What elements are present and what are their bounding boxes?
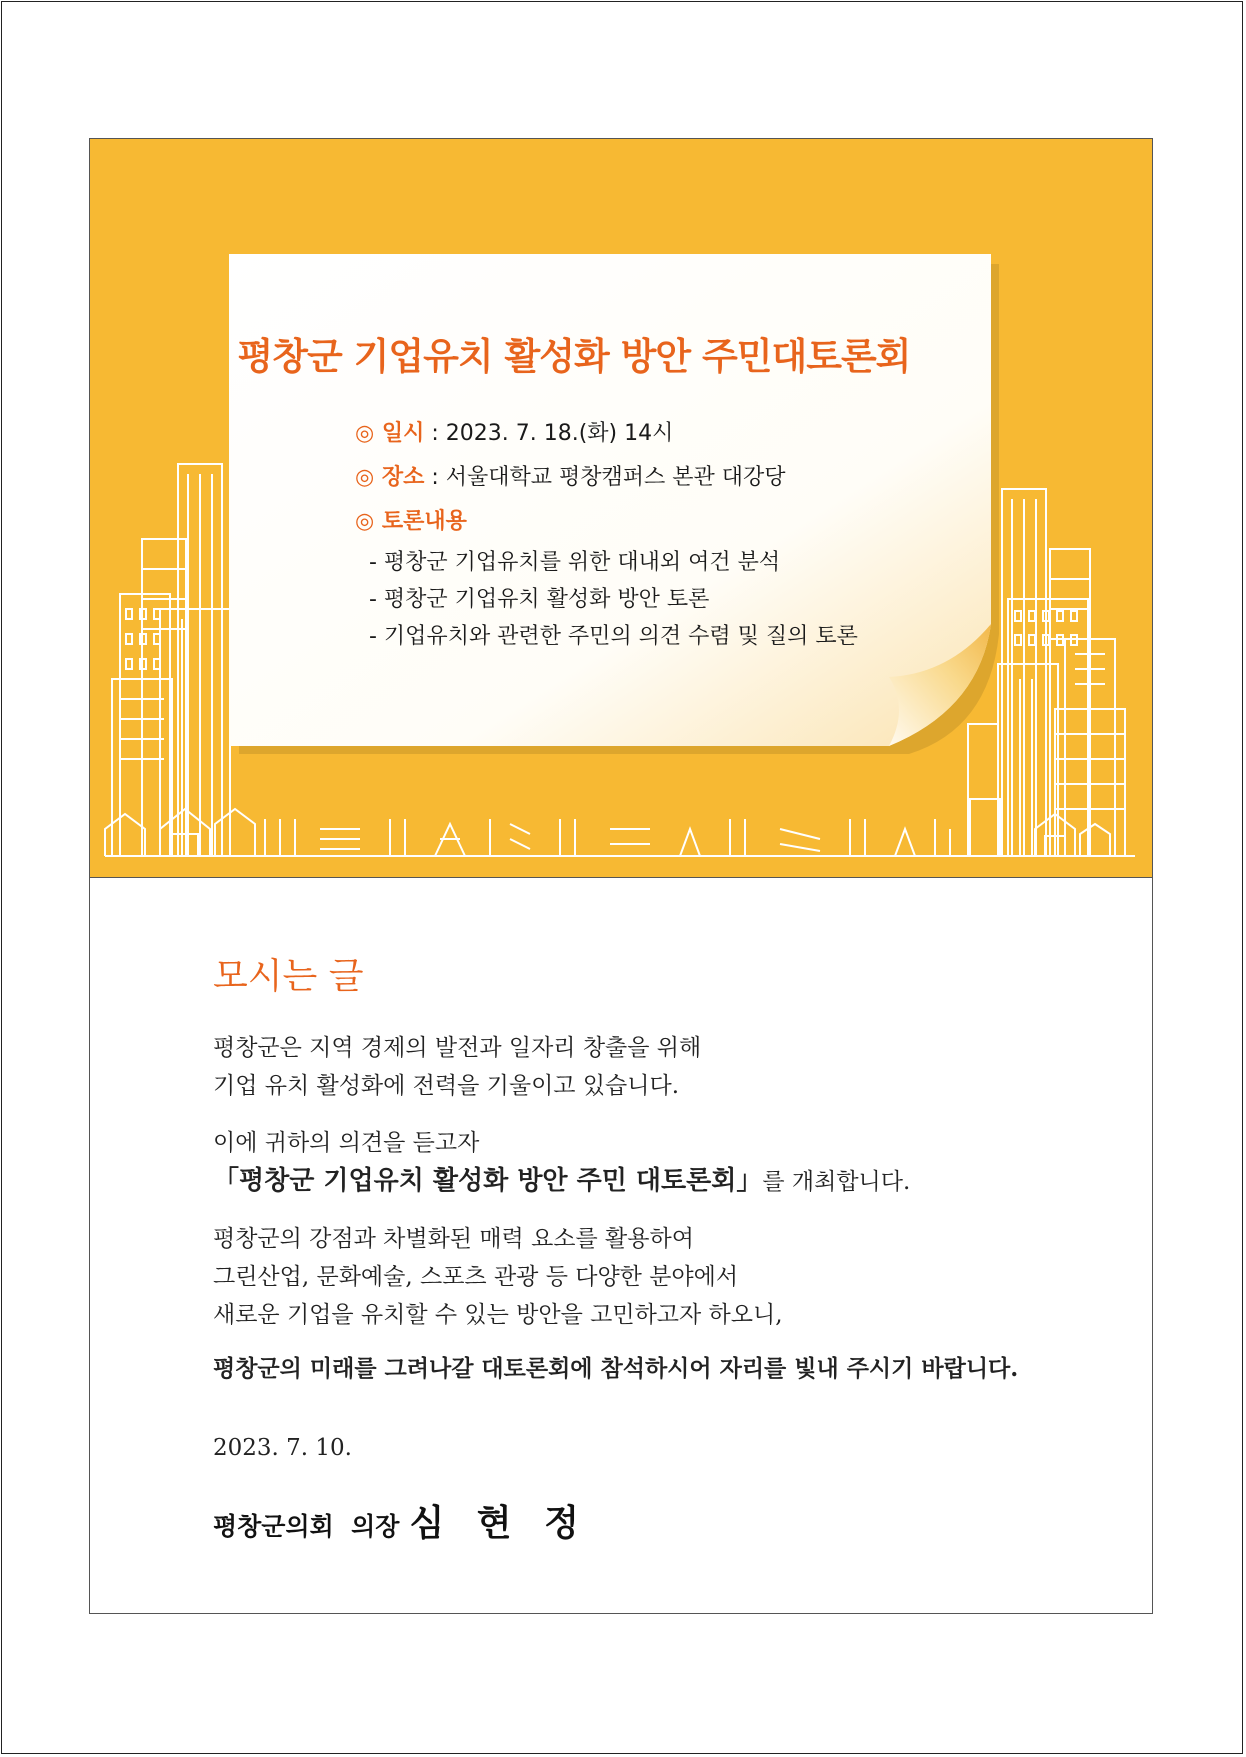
invitation-card <box>89 138 1153 1614</box>
detail-venue-value: : 서울대학교 평창캠퍼스 본관 대강당 <box>424 465 786 490</box>
paragraph-1 <box>213 1029 701 1105</box>
signer-name: 심 현 정 <box>409 1502 589 1544</box>
paragraph-line: 그린산업, 문화예술, 스포츠 관광 등 다양한 분야에서 <box>213 1264 739 1290</box>
event-info-note <box>229 254 1005 758</box>
topic-item: - 평창군 기업유치 활성화 방안 토론 <box>369 587 710 612</box>
paragraph-2 <box>213 1124 910 1201</box>
detail-date-value: : 2023. 7. 18.(화) 14시 <box>424 421 674 446</box>
signer-title: 평창군의회 의장 <box>213 1512 400 1541</box>
paragraph-line: 새로운 기업을 유치할 수 있는 방안을 고민하고자 하오니, <box>213 1302 783 1328</box>
paragraph-line: 평창군의 강점과 차별화된 매력 요소를 활용하여 <box>213 1226 694 1252</box>
event-name: 「평창군 기업유치 활성화 방안 주민 대토론회」 <box>213 1166 763 1196</box>
paragraph-line: 기업 유치 활성화에 전력을 기울이고 있습니다. <box>213 1073 680 1099</box>
detail-venue-label: ◎ 장소 <box>355 465 425 490</box>
event-title: 평창군 기업유치 활성화 방안 주민대토론회 <box>237 335 911 378</box>
paragraph-4: 평창군의 미래를 그려나갈 대토론회에 참석하시어 자리를 빛내 주시기 바랍니다. <box>213 1355 1019 1382</box>
invitation-heading: 모시는 글 <box>213 956 364 997</box>
paragraph-3 <box>213 1220 783 1334</box>
paragraph-line: 이에 귀하의 의견을 듣고자 <box>213 1130 480 1156</box>
detail-date-label: ◎ 일시 <box>355 421 425 446</box>
event-banner <box>90 139 1152 878</box>
detail-topics <box>355 500 858 544</box>
topic-item: - 평창군 기업유치를 위한 대내외 여건 분석 <box>369 550 781 575</box>
paragraph-line: 평창군은 지역 경제의 발전과 일자리 창출을 위해 <box>213 1035 702 1061</box>
detail-date <box>355 412 858 456</box>
event-suffix: 를 개최합니다. <box>762 1169 911 1195</box>
letter-date: 2023. 7. 10. <box>213 1435 352 1461</box>
signature <box>213 1495 589 1546</box>
event-details <box>355 412 858 655</box>
paragraph-line <box>213 1162 910 1201</box>
detail-topics-label: ◎ 토론내용 <box>355 509 467 534</box>
topic-item: - 기업유치와 관련한 주민의 의견 수렴 및 질의 토론 <box>369 624 858 649</box>
detail-venue <box>355 456 858 500</box>
